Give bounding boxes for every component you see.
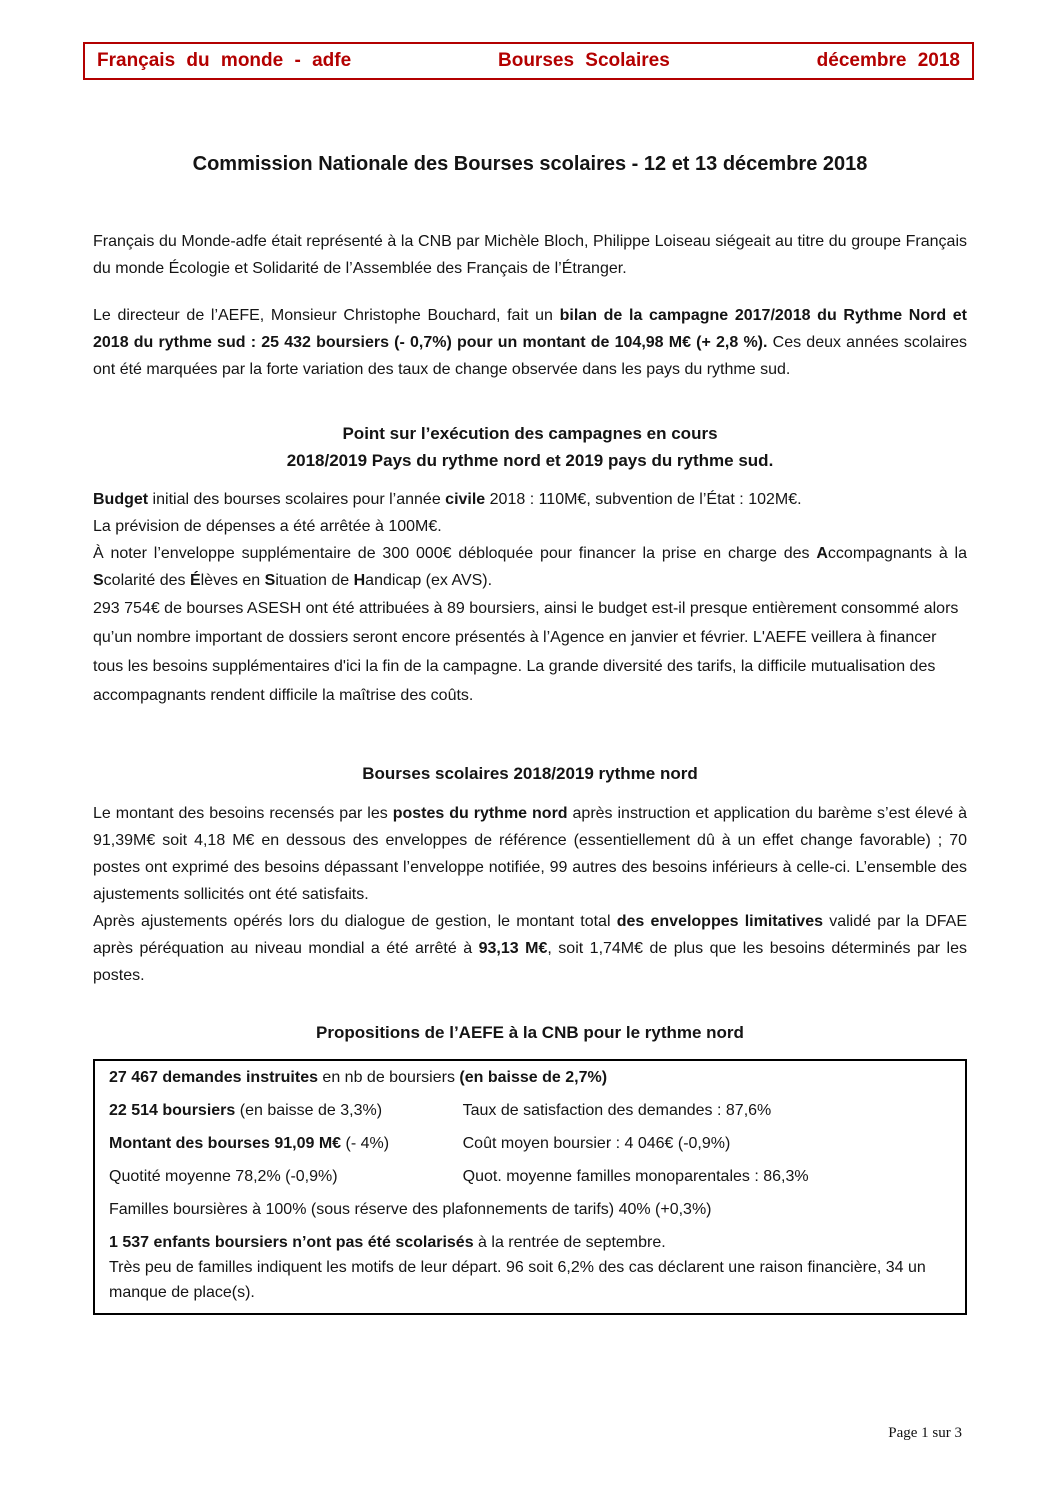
section-heading-rythme-nord: Bourses scolaires 2018/2019 rythme nord [362,764,698,783]
section-heading-campagnes-line2: 2018/2019 Pays du rythme nord et 2019 pays du rythme sud. [286,451,774,470]
masthead-title-label: Bourses Scolaires [498,50,670,71]
table-cell-quotite-moyenne: Quotité moyenne 78,2% (-0,9%) [109,1168,338,1185]
document-title: Commission Nationale des Bourses scolaires - 12 et 13 décembre 2018 [192,153,868,175]
director-report-paragraph: Le directeur de l’AEFE, Monsieur Christophe Bouchard, fait un bilan de la campagne 2017/2018 du Rythme Nord et 2018 du rythme sud : 25 432 boursiers (- 0,7%) pour un montant de 104,98 M€ (+ 2,8 %). Ces deux années scolaires ont été marquées par la forte variation des taux de change observée dans les pays du rythme sud. [93,307,968,378]
table-row-montant [95,1127,965,1160]
enveloppe-asesh-paragraph: À noter l’enveloppe supplémentaire de 300 000€ débloquée pour financer la prise en charge des Accompagnants à la Scolarité des Élèves en Situation de Handicap (ex AVS). [93,545,967,589]
table-row-familles-100: Familles boursières à 100% (sous réserve des plafonnements de tarifs) 40% (+0,3%) [109,1201,712,1218]
table-cell-non-scolarises-line2: Très peu de familles indiquent les motifs de leur départ. 96 soit 6,2% des cas déclarent une raison financière, 34 un manque de place(s). [109,1259,926,1301]
budget-paragraph: Budget initial des bourses scolaires pour l’année civile 2018 : 110M€, subvention de l’État : 102M€. [93,491,802,508]
table-cell-cout-moyen: Coût moyen boursier : 4 046€ (-0,9%) [462,1135,731,1152]
table-cell-quotite-monoparentales: Quot. moyenne familles monoparentales : 86,3% [462,1168,809,1185]
table-row-non-scolarises [95,1226,965,1313]
enveloppes-limitatives-paragraph: Après ajustements opérés lors du dialogue de gestion, le montant total des enveloppes limitatives validé par la DFAE après péréquation au niveau mondial a été arrêté à 93,13 M€, soit 1,74M€ de plus que les besoins déterminés par les postes. [93,913,968,984]
masthead-org-label: Français du monde - adfe [97,50,352,71]
besoins-recenses-paragraph: Le montant des besoins recensés par les postes du rythme nord après instruction et application du barème s’est élevé à 91,39M€ soit 4,18 M€ en dessous des enveloppes de référence (essentiellement dû à un effet change favorable) ; 70 postes ont exprimé des besoins dépassant l’enveloppe notifiée, 99 autres des besoins inférieurs à celle-ci. L’ensemble des ajustements sollicités ont été satisfaits. [93,805,968,903]
table-row-boursiers [95,1094,965,1127]
page-number: Page 1 sur 3 [888,1425,962,1441]
table-cell-taux-satisfaction: Taux de satisfaction des demandes : 87,6% [462,1102,772,1119]
section-heading-campagnes-line1: Point sur l’exécution des campagnes en cours [342,424,718,443]
table-row-quotite [95,1160,965,1193]
section-heading-campagnes [93,420,967,474]
propositions-table [93,1059,967,1315]
section-heading-propositions: Propositions de l’AEFE à la CNB pour le rythme nord [316,1023,744,1042]
masthead-date-label: décembre 2018 [816,50,960,71]
intro-representation-paragraph: Français du Monde-adfe était représenté à la CNB par Michèle Bloch, Philippe Loiseau siégeait au titre du groupe Français du monde Écologie et Solidarité de l’Assemblée des Français de l’Étranger. [93,233,967,277]
document-body [93,0,967,1315]
table-cell-montant-bourses: Montant des bourses 91,09 M€ (- 4%) [109,1135,390,1152]
table-cell-boursiers: 22 514 boursiers (en baisse de 3,3%) [109,1102,383,1119]
bourses-asesh-paragraph: 293 754€ de bourses ASESH ont été attribuées à 89 boursiers, ainsi le budget est-il presque entièrement consommé alors qu’un nombre important de dossiers seront encore présentés à l’Agence en janvier et février. L'AEFE veillera à financer tous les besoins supplémentaires d'ici la fin de la campagne. La grande diversité des tarifs, la difficile mutualisation des accompagnants rendent difficile la maîtrise des coûts. [93,600,959,704]
prevision-paragraph: La prévision de dépenses a été arrêtée à 100M€. [93,518,442,535]
table-row-demandes: 27 467 demandes instruites en nb de boursiers (en baisse de 2,7%) [109,1069,608,1086]
table-cell-non-scolarises-line1: 1 537 enfants boursiers n’ont pas été scolarisés à la rentrée de septembre. [109,1234,666,1251]
